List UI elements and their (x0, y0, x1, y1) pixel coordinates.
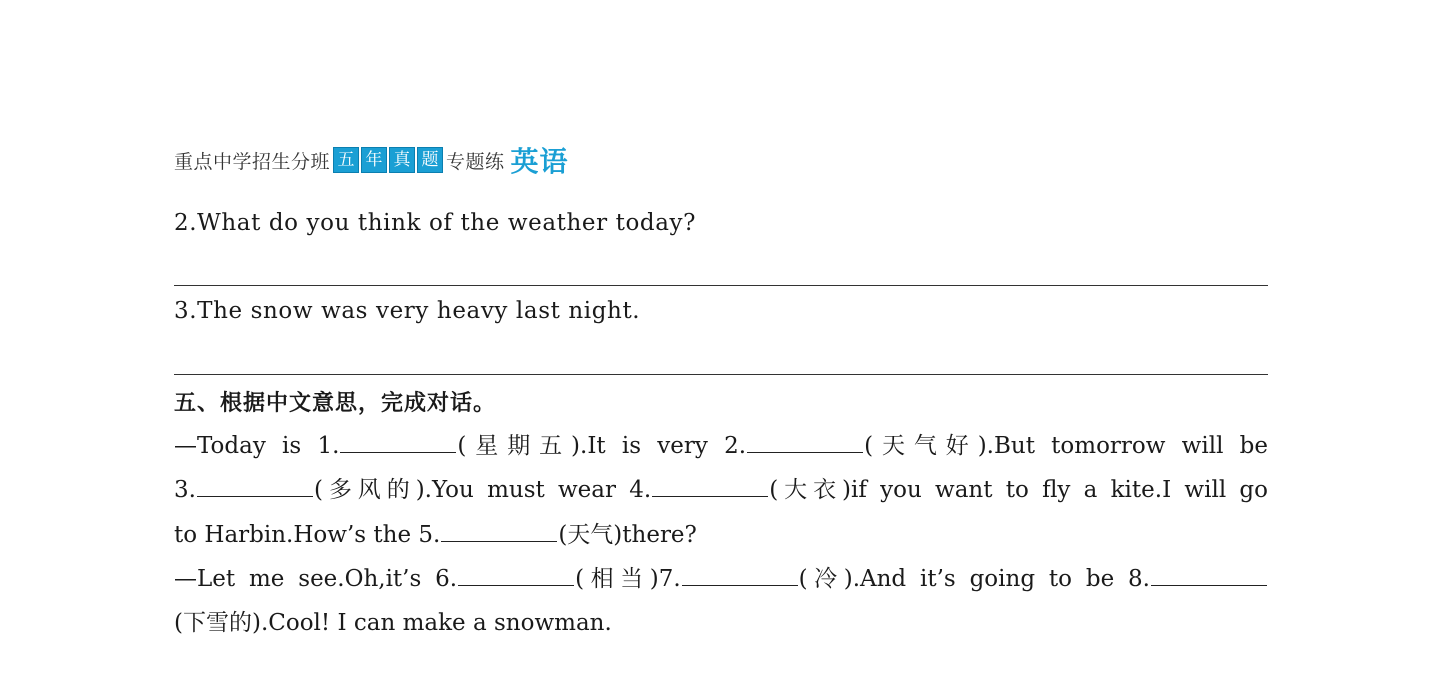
dialogue-line (174, 557, 1268, 601)
answer-line-3[interactable] (174, 374, 1268, 375)
blank-number: 6. (435, 565, 458, 592)
blank-1[interactable] (340, 432, 456, 453)
blank-4[interactable] (652, 476, 768, 497)
header-boxed-title (333, 147, 443, 173)
blank-number: 3. (174, 477, 196, 504)
dialogue (174, 424, 1268, 645)
header-series-suffix: 专题练 (446, 150, 505, 173)
header-series-name: 重点中学招生分班 (174, 150, 331, 173)
dialogue-text: —Today is (174, 433, 318, 459)
blank-8[interactable] (1151, 565, 1267, 586)
dialogue-text: —Let me see.Oh,it’s (174, 565, 436, 592)
blank-number: 7. (658, 565, 681, 592)
dialogue-line (174, 424, 1268, 468)
header-box-char: 五 (333, 147, 359, 173)
blank-number: 8. (1128, 565, 1150, 592)
header-subject: 英语 (510, 145, 569, 178)
dialogue-text: (冷).And it’s going to be (798, 565, 1129, 592)
header-box-char: 年 (361, 147, 387, 173)
book-header (174, 140, 569, 180)
header-box-char: 题 (417, 147, 443, 173)
section-title: 五、根据中文意思，完成对话。 (174, 391, 497, 416)
dialogue-text: (天气好).But tomorrow will be (864, 433, 1268, 459)
header-box-char: 真 (389, 147, 415, 173)
question-3: 3.The snow was very heavy last night. (174, 298, 641, 324)
blank-number: 2. (724, 433, 747, 459)
dialogue-line (174, 513, 1268, 557)
dialogue-text: (多风的).You must wear (313, 477, 630, 504)
blank-5[interactable] (441, 521, 557, 542)
dialogue-text: (大衣)if you want to fly a kite.I will go (769, 477, 1268, 504)
dialogue-line (174, 601, 1268, 645)
dialogue-text: to Harbin.How’s the (174, 521, 419, 548)
dialogue-text: (星期五).It is very (457, 433, 725, 459)
blank-6[interactable] (458, 565, 574, 586)
dialogue-text: (下雪的).Cool! I can make a snowman. (174, 610, 612, 637)
blank-number: 1. (317, 433, 340, 459)
blank-number: 4. (629, 477, 652, 504)
dialogue-text: (相当) (575, 565, 659, 592)
answer-line-2[interactable] (174, 285, 1268, 286)
blank-2[interactable] (747, 432, 863, 453)
dialogue-text: (天气)there? (558, 521, 697, 548)
dialogue-line (174, 468, 1268, 512)
blank-7[interactable] (682, 565, 798, 586)
blank-number: 5. (418, 521, 441, 548)
blank-3[interactable] (197, 476, 313, 497)
question-2: 2.What do you think of the weather today? (174, 210, 697, 236)
